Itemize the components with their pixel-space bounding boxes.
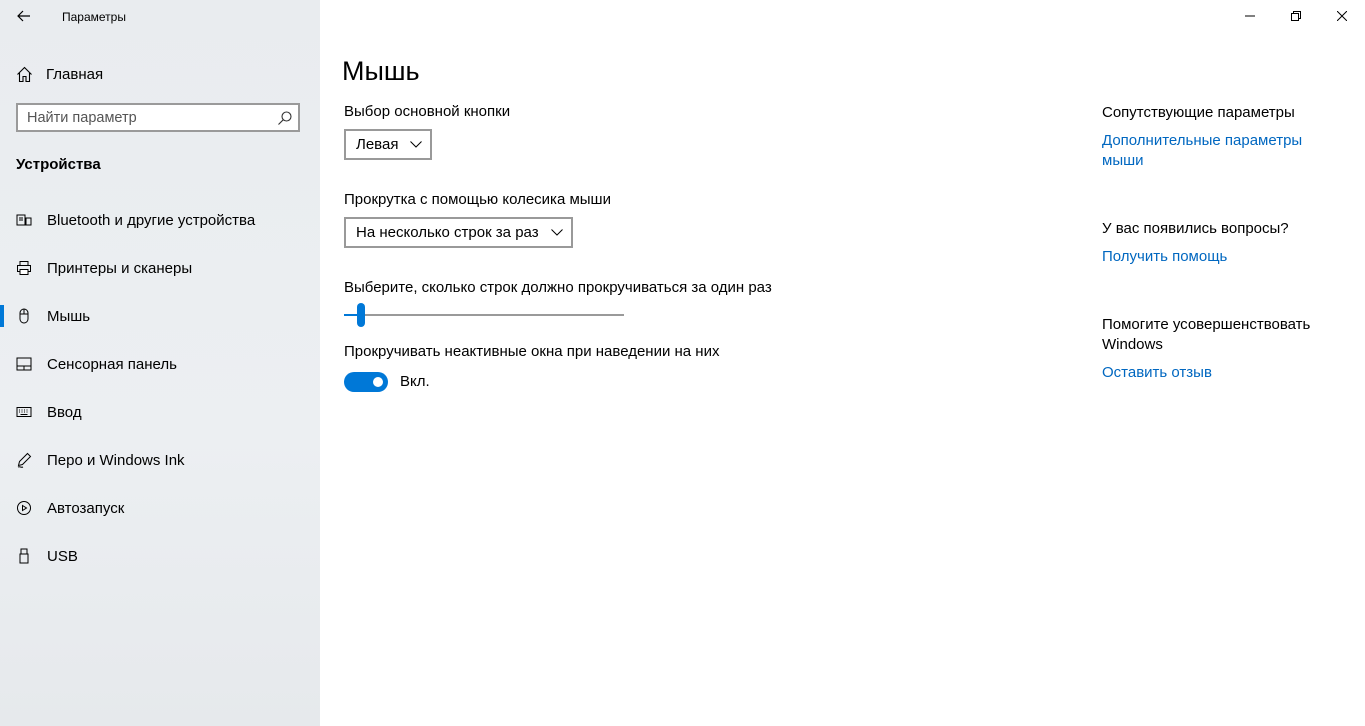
wheel-scroll-label: Прокрутка с помощью колесика мыши bbox=[344, 191, 611, 208]
related-settings-heading: Сопутствующие параметры bbox=[1102, 104, 1295, 121]
page-title: Мышь bbox=[342, 56, 420, 86]
sidebar-item-label: Принтеры и сканеры bbox=[47, 259, 193, 277]
minimize-icon bbox=[1245, 11, 1255, 21]
sidebar-item-mouse[interactable] bbox=[0, 292, 320, 340]
minimize-button[interactable] bbox=[1227, 0, 1273, 32]
restore-icon bbox=[1291, 11, 1301, 21]
sidebar-item-bluetooth[interactable] bbox=[0, 196, 320, 244]
home-icon bbox=[16, 66, 33, 83]
sidebar-item-pen[interactable] bbox=[0, 436, 320, 484]
sidebar-item-touchpad[interactable] bbox=[0, 340, 320, 388]
sidebar-item-printers[interactable] bbox=[0, 244, 320, 292]
sidebar-item-label: Мышь bbox=[47, 307, 91, 325]
window-controls bbox=[1227, 0, 1365, 32]
nav-list bbox=[0, 196, 320, 580]
questions-heading: У вас появились вопросы? bbox=[1102, 220, 1289, 237]
close-button[interactable] bbox=[1319, 0, 1365, 32]
inactive-scroll-label: Прокручивать неактивные окна при наведении на них bbox=[344, 343, 720, 360]
sidebar-item-autoplay[interactable] bbox=[0, 484, 320, 532]
devices-icon bbox=[16, 212, 32, 228]
printer-icon bbox=[16, 260, 32, 276]
usb-icon bbox=[16, 548, 32, 564]
touchpad-icon bbox=[16, 356, 32, 372]
sidebar-item-label: Сенсорная панель bbox=[47, 355, 177, 373]
primary-button-dropdown[interactable] bbox=[344, 129, 432, 160]
dropdown-value: Левая bbox=[356, 136, 399, 153]
close-icon bbox=[1337, 11, 1347, 21]
toggle-state-label: Вкл. bbox=[400, 373, 430, 390]
lines-slider-label: Выберите, сколько строк должно прокручиваться за один раз bbox=[344, 279, 772, 296]
sidebar bbox=[0, 0, 320, 726]
sidebar-item-label: Bluetooth и другие устройства bbox=[47, 211, 256, 229]
inactive-scroll-toggle[interactable] bbox=[344, 372, 388, 392]
search-icon[interactable] bbox=[277, 110, 293, 126]
toggle-knob bbox=[373, 377, 383, 387]
give-feedback-link[interactable]: Оставить отзыв bbox=[1102, 364, 1212, 381]
sidebar-item-usb[interactable] bbox=[0, 532, 320, 580]
chevron-down-icon bbox=[410, 141, 422, 148]
slider-thumb[interactable] bbox=[357, 303, 365, 327]
lines-slider[interactable] bbox=[344, 314, 624, 316]
sidebar-item-label: Ввод bbox=[47, 403, 82, 421]
primary-button-label: Выбор основной кнопки bbox=[344, 103, 511, 120]
sidebar-item-label: Автозапуск bbox=[47, 499, 125, 517]
wheel-scroll-dropdown[interactable] bbox=[344, 217, 573, 248]
dropdown-value: На несколько строк за раз bbox=[356, 224, 539, 241]
get-help-link[interactable]: Получить помощь bbox=[1102, 248, 1228, 265]
back-arrow-icon bbox=[17, 10, 31, 22]
chevron-down-icon bbox=[551, 229, 563, 236]
search-box bbox=[16, 103, 300, 132]
back-button[interactable] bbox=[12, 4, 36, 28]
autoplay-icon bbox=[16, 500, 32, 516]
improve-windows-heading: Помогите усовершенствовать Windows bbox=[1102, 316, 1311, 353]
section-heading: Устройства bbox=[16, 156, 101, 173]
sidebar-item-label: USB bbox=[47, 547, 78, 565]
additional-mouse-options-link[interactable]: Дополнительные параметры мыши bbox=[1102, 132, 1303, 169]
pen-icon bbox=[16, 452, 32, 468]
restore-button[interactable] bbox=[1273, 0, 1319, 32]
sidebar-item-label: Главная bbox=[46, 65, 104, 83]
sidebar-item-typing[interactable] bbox=[0, 388, 320, 436]
search-input[interactable] bbox=[27, 109, 267, 127]
keyboard-icon bbox=[16, 404, 32, 420]
app-title: Параметры bbox=[62, 10, 126, 24]
sidebar-item-home[interactable] bbox=[16, 62, 103, 86]
mouse-icon bbox=[16, 308, 32, 324]
sidebar-item-label: Перо и Windows Ink bbox=[47, 451, 185, 469]
